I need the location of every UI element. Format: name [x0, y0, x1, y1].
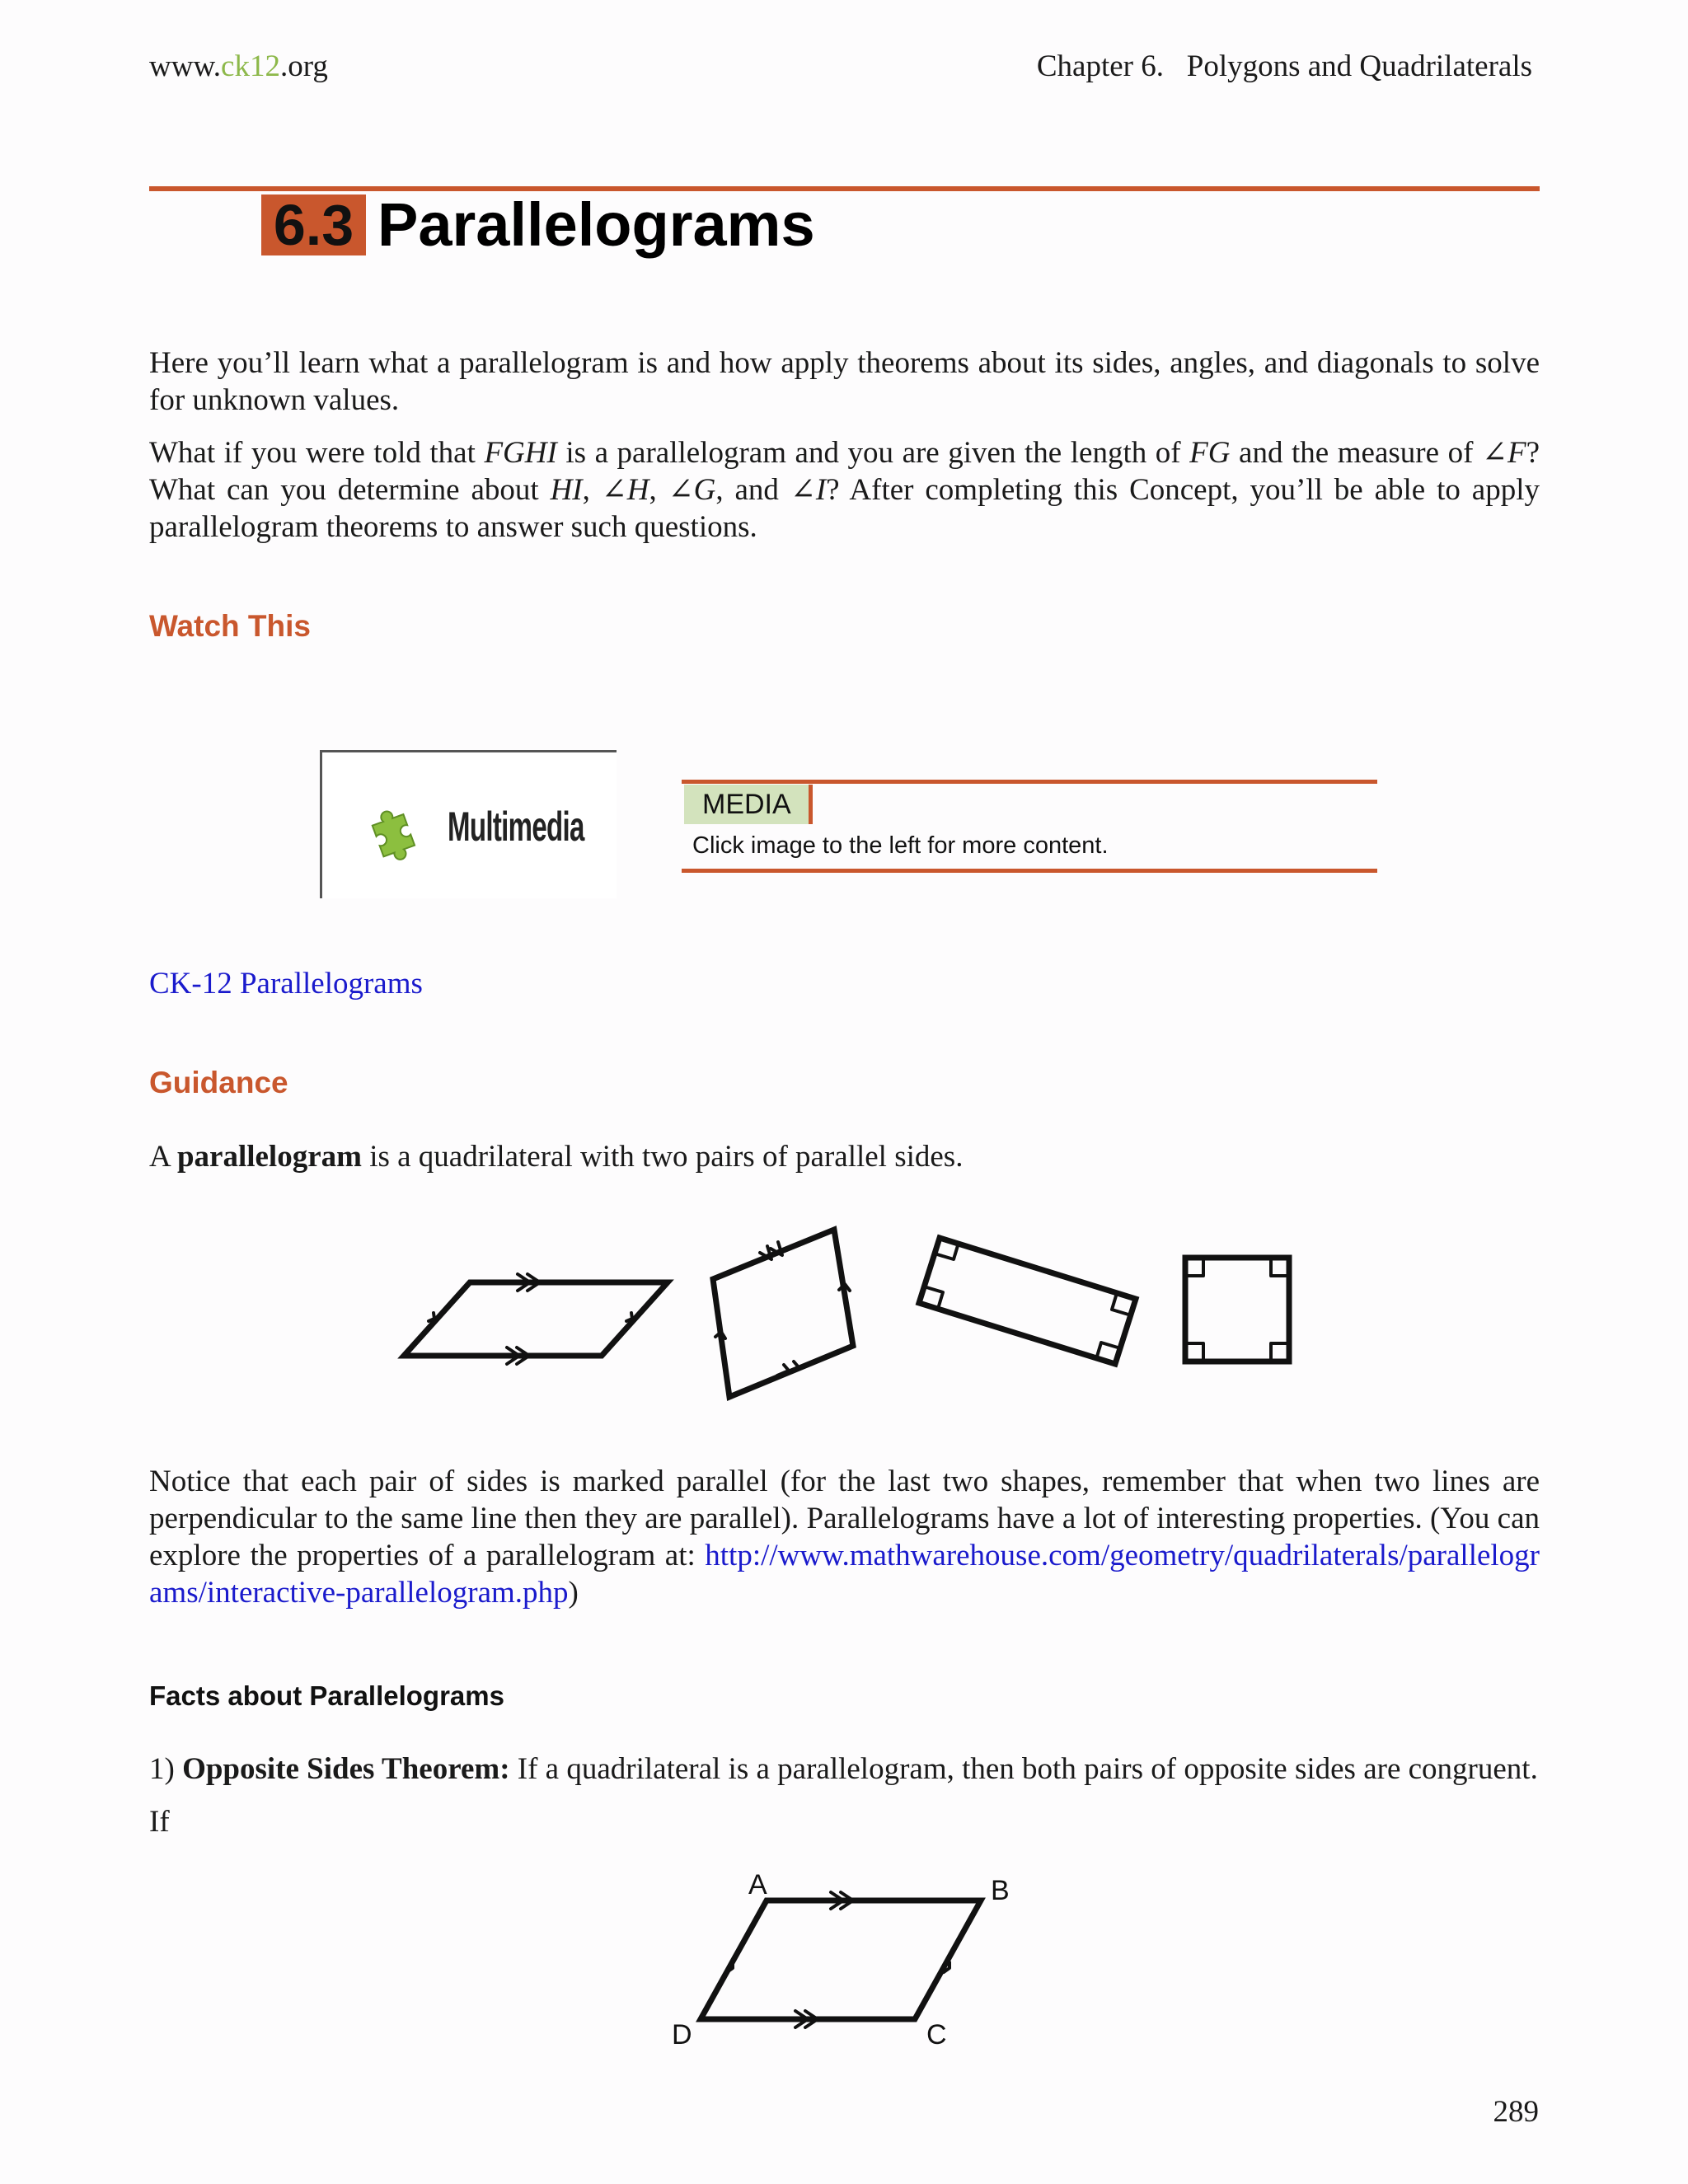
parallelogram-examples-figure — [379, 1212, 1319, 1409]
media-label: MEDIA — [684, 785, 813, 824]
opposite-sides-theorem: 1) Opposite Sides Theorem: If a quadrilateral is a parallelogram, then both pairs of opposite sides are congruent. — [149, 1752, 1538, 1786]
site-prefix: www. — [149, 49, 222, 83]
media-caption: Click image to the left for more content. — [692, 832, 1109, 859]
notice-paragraph: Notice that each pair of sides is marked parallel (for the last two shapes, remember that when two lines are perpendicular to the same line then they are parallel). Parallelograms have a lot of interesting properties. (You can explore the properties of a parallelogram at: http://www.mathwarehouse.com/geometry/quadrilaterals/parallelograms/interactive-parallelogram.php) — [149, 1465, 1540, 1610]
ck12-parallelograms-link[interactable]: CK-12 Parallelograms — [149, 967, 423, 1001]
vertex-label-a: A — [748, 1869, 767, 1900]
slanted-parallelogram-shape — [404, 1274, 668, 1364]
mathwarehouse-link[interactable]: http://www.mathwarehouse.com/geometry/quadrilaterals/parallelograms/interactive-parallelogram.php — [149, 1539, 1540, 1610]
square-shape — [1185, 1258, 1289, 1361]
media-box-top-rule — [682, 780, 1377, 784]
term-parallelogram: parallelogram — [176, 1140, 362, 1174]
tilted-rhombus-shape — [713, 1230, 853, 1397]
chapter-title: Chapter 6. Polygons and Quadrilaterals — [1036, 49, 1532, 83]
site-url[interactable] — [149, 46, 328, 87]
multimedia-thumbnail[interactable] — [320, 750, 617, 898]
vertex-label-c: C — [926, 2019, 947, 2050]
site-suffix: .org — [279, 49, 328, 83]
vertex-label-b: B — [991, 1875, 1010, 1906]
media-box-bottom-rule — [682, 869, 1377, 873]
site-brand: ck12 — [221, 49, 280, 83]
if-text: If — [149, 1805, 170, 1839]
section-title: Parallelograms — [377, 190, 815, 259]
facts-heading: Facts about Parallelograms — [149, 1680, 504, 1711]
parallelogram-abcd-figure — [659, 1858, 1039, 2056]
intro-paragraph-1: Here you’ll learn what a parallelogram is and how apply theorems about its sides, angles, and diagonals to solve for unknown values. — [149, 346, 1540, 417]
parallelogram-definition: A parallelogram is a quadrilateral with two pairs of parallel sides. — [149, 1140, 964, 1174]
multimedia-label: Multimedia — [448, 804, 584, 850]
tilted-rectangle-shape — [919, 1238, 1136, 1364]
guidance-heading: Guidance — [149, 1066, 288, 1099]
page-number: 289 — [1493, 2095, 1539, 2129]
watch-heading: Watch This — [149, 609, 311, 643]
vertex-label-d: D — [672, 2019, 692, 2050]
section-rule — [149, 186, 1540, 191]
puzzle-piece-icon — [363, 796, 429, 862]
intro-paragraph-2: What if you were told that FGHI is a parallelogram and you are given the length of FG and the measure of ∠F? What can you determine about HI, ∠H, ∠G, and ∠I? After completing this Concept, you’ll be able to apply parallelogram theorems to answer such questions. — [149, 436, 1540, 544]
section-number: 6.3 — [261, 194, 366, 255]
